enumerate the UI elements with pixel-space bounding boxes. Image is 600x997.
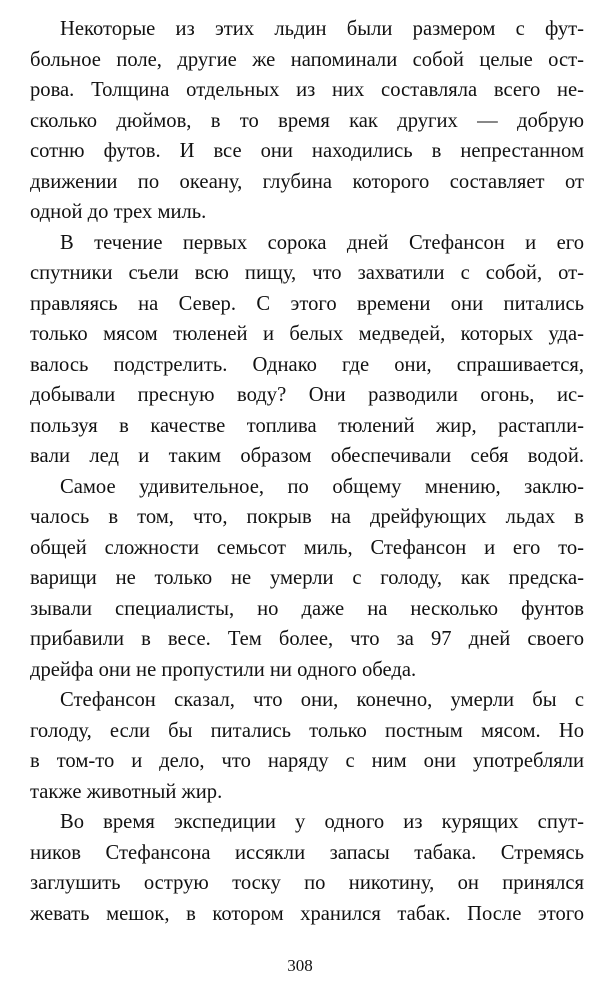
text-line: также животный жир. xyxy=(30,780,223,803)
text-line: только мясом тюленей и белых медведей, которых уда- xyxy=(30,323,584,345)
text-line: пользуя в качестве топлива тюлений жир, растапли- xyxy=(30,414,584,437)
page-number: 308 xyxy=(287,956,313,975)
text-line: в том-то и дело, что наряду с ним они употребляли xyxy=(30,750,584,772)
text-line: ников Стефансона иссякли запасы табака. Стремясь xyxy=(30,841,584,864)
text-line: В течение первых сорока дней Стефансон и его xyxy=(60,231,584,254)
text-line: общей сложности семьсот миль, Стефансон и его то- xyxy=(30,536,584,559)
text-line: движении по океану, глубина которого составляет от xyxy=(30,170,584,193)
text-line: добывали пресную воду? Они разводили огонь, ис- xyxy=(30,384,584,406)
text-line: сотню футов. И все они находились в непрестанном xyxy=(30,140,584,162)
text-line: Во время экспедиции у одного из курящих спут- xyxy=(60,811,584,833)
text-line: Стефансон сказал, что они, конечно, умерли бы с xyxy=(60,689,584,711)
text-line: валось подстрелить. Однако где они, спрашивается, xyxy=(30,353,584,376)
body-text xyxy=(30,14,584,929)
text-line: зывали специалисты, но даже на несколько фунтов xyxy=(30,597,584,620)
text-line: Самое удивительное, по общему мнению, заклю- xyxy=(60,475,584,498)
text-line: дрейфа они не пропустили ни одного обеда. xyxy=(30,658,417,681)
text-line: заглушить острую тоску по никотину, он принялся xyxy=(30,872,584,894)
text-line: Некоторые из этих льдин были размером с фут- xyxy=(60,18,584,40)
text-line: спутники съели всю пищу, что захватили с собой, от- xyxy=(30,262,584,284)
text-line: вали лед и таким образом обеспечивали себя водой. xyxy=(30,445,584,467)
text-line: чалось в том, что, покрыв на дрейфующих льдах в xyxy=(30,506,584,528)
text-line: варищи не только не умерли с голоду, как предска- xyxy=(30,567,584,589)
text-line: сколько дюймов, в то время как других — добрую xyxy=(30,109,584,132)
text-line: жевать мешок, в котором хранился табак. После этого xyxy=(30,902,584,925)
text-line: прибавили в весе. Тем более, что за 97 дней своего xyxy=(30,628,584,650)
text-line: больное поле, другие же напоминали собой целые ост- xyxy=(30,48,584,71)
text-line: рова. Толщина отдельных из них составляла всего не- xyxy=(30,79,584,101)
text-line: одной до трех миль. xyxy=(30,201,207,223)
text-line: голоду, если бы питались только постным мясом. Но xyxy=(30,719,584,742)
text-line: правляясь на Север. С этого времени они питались xyxy=(30,292,584,315)
